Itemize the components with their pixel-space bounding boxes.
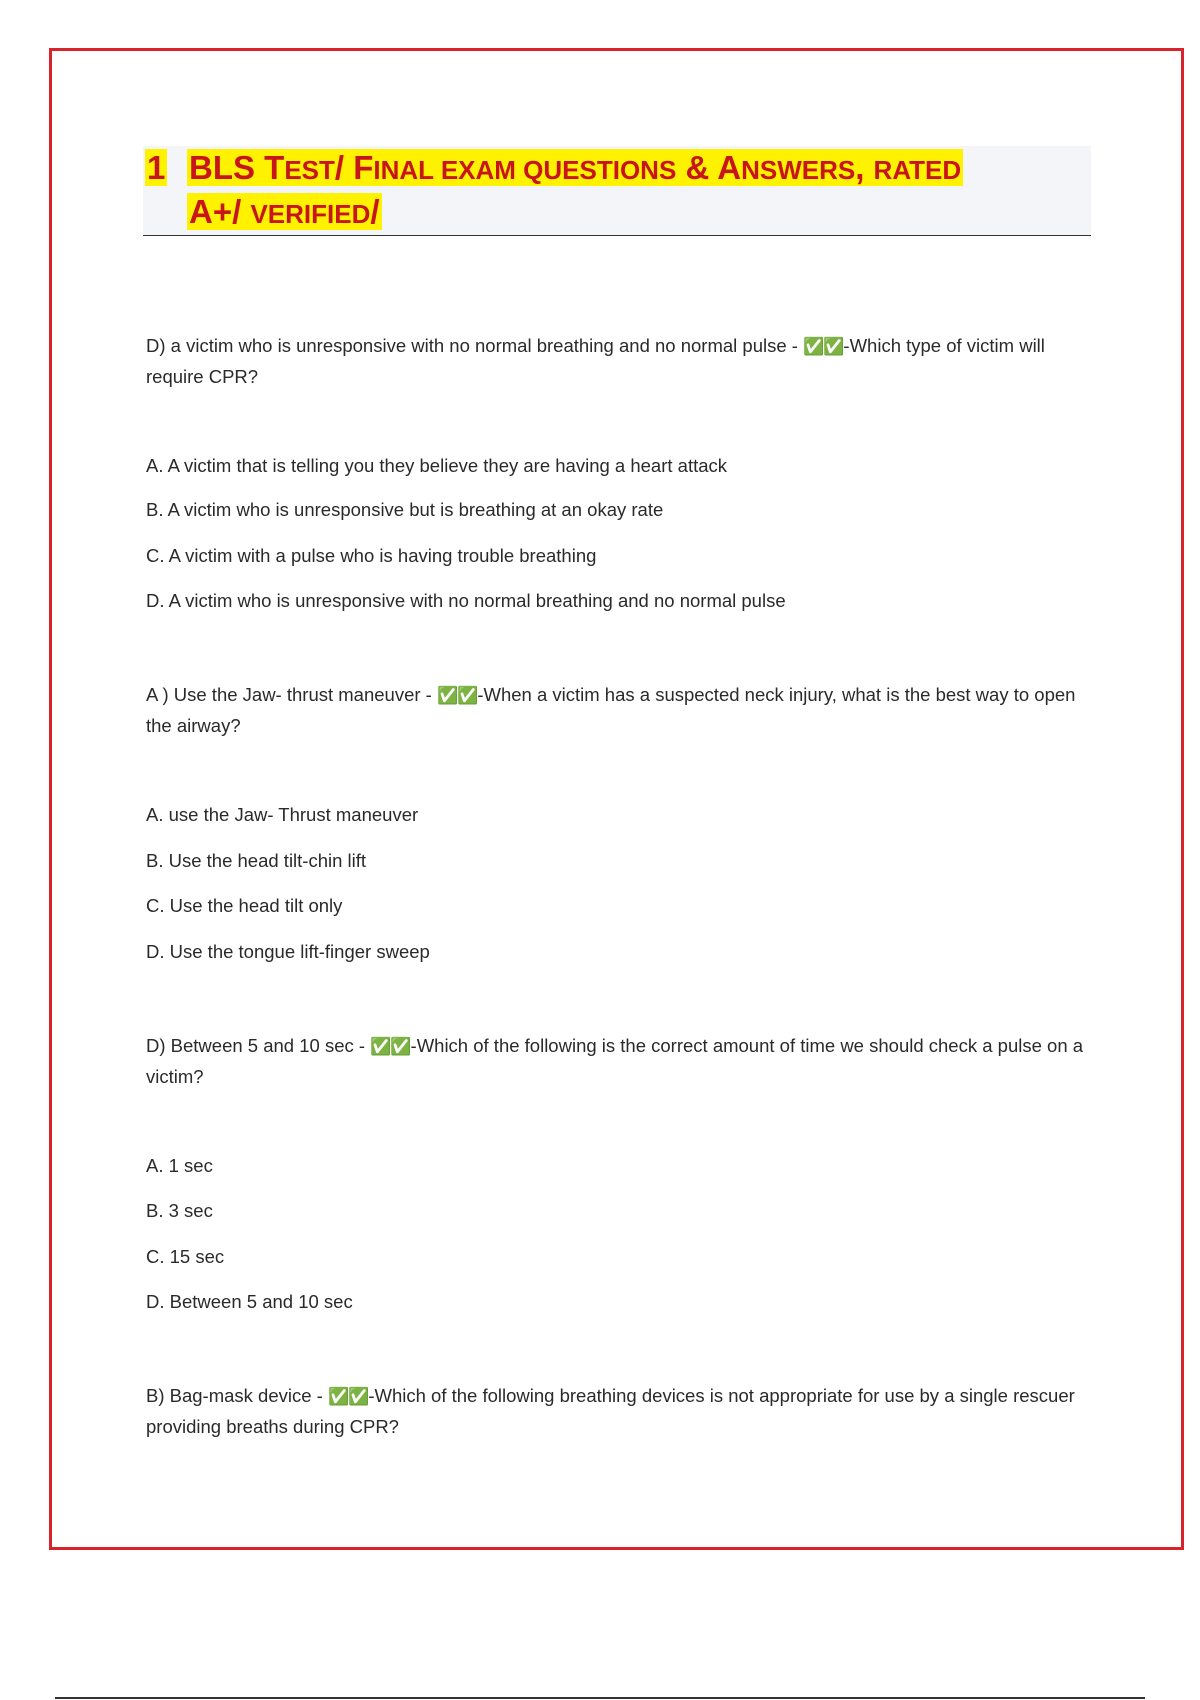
option-item: C. A victim with a pulse who is having trouble breathing — [146, 545, 597, 566]
bottom-rule — [55, 1697, 1145, 1699]
option-item: C. 15 sec — [146, 1246, 225, 1267]
option-item: C. Use the head tilt only — [146, 895, 343, 916]
question-3 — [146, 1031, 1086, 1092]
option-item: B. A victim who is unresponsive but is breathing at an okay rate — [146, 499, 664, 520]
question-text: -When a victim has a suspected neck injury, what is the best way to open the airway? — [146, 684, 1076, 736]
answer-text: A ) Use the Jaw- thrust maneuver - — [146, 684, 432, 705]
question-1 — [146, 331, 1086, 392]
answer-text: D) a victim who is unresponsive with no normal breathing and no normal pulse - — [146, 335, 798, 356]
option-item: B. 3 sec — [146, 1200, 213, 1221]
double-check-icon: ✅✅ — [436, 686, 478, 705]
double-check-icon: ✅✅ — [803, 337, 844, 356]
option-item: D. Between 5 and 10 sec — [146, 1291, 353, 1312]
double-check-icon: ✅✅ — [327, 1387, 369, 1406]
question-4 — [146, 1381, 1086, 1442]
option-item: D. A victim who is unresponsive with no normal breathing and no normal pulse — [146, 590, 786, 611]
answer-text: B) Bag-mask device - — [146, 1385, 323, 1406]
question-text: -Which of the following breathing devices is not appropriate for use by a single rescuer providing breaths during CPR? — [146, 1385, 1075, 1437]
double-check-icon: ✅✅ — [370, 1037, 411, 1056]
question-text: -Which type of victim will require CPR? — [146, 335, 1045, 387]
option-item: A. A victim that is telling you they believe they are having a heart attack — [146, 455, 728, 476]
option-item: D. Use the tongue lift-finger sweep — [146, 941, 430, 962]
question-2 — [146, 680, 1086, 741]
page-frame — [49, 48, 1184, 1550]
answer-text: D) Between 5 and 10 sec - — [146, 1035, 366, 1056]
option-item: A. use the Jaw- Thrust maneuver — [146, 804, 419, 825]
page-title-line-2: A+/ VERIFIED/ — [189, 193, 380, 230]
option-item: A. 1 sec — [146, 1155, 213, 1176]
heading-number: 1 — [147, 149, 166, 186]
question-text: -Which of the following is the correct amount of time we should check a pulse on a victim? — [146, 1035, 1084, 1087]
option-item: B. Use the head tilt-chin lift — [146, 850, 367, 871]
page-title-line-1: BLS TEST/ FINAL EXAM QUESTIONS & ANSWERS, RATED — [189, 149, 962, 186]
